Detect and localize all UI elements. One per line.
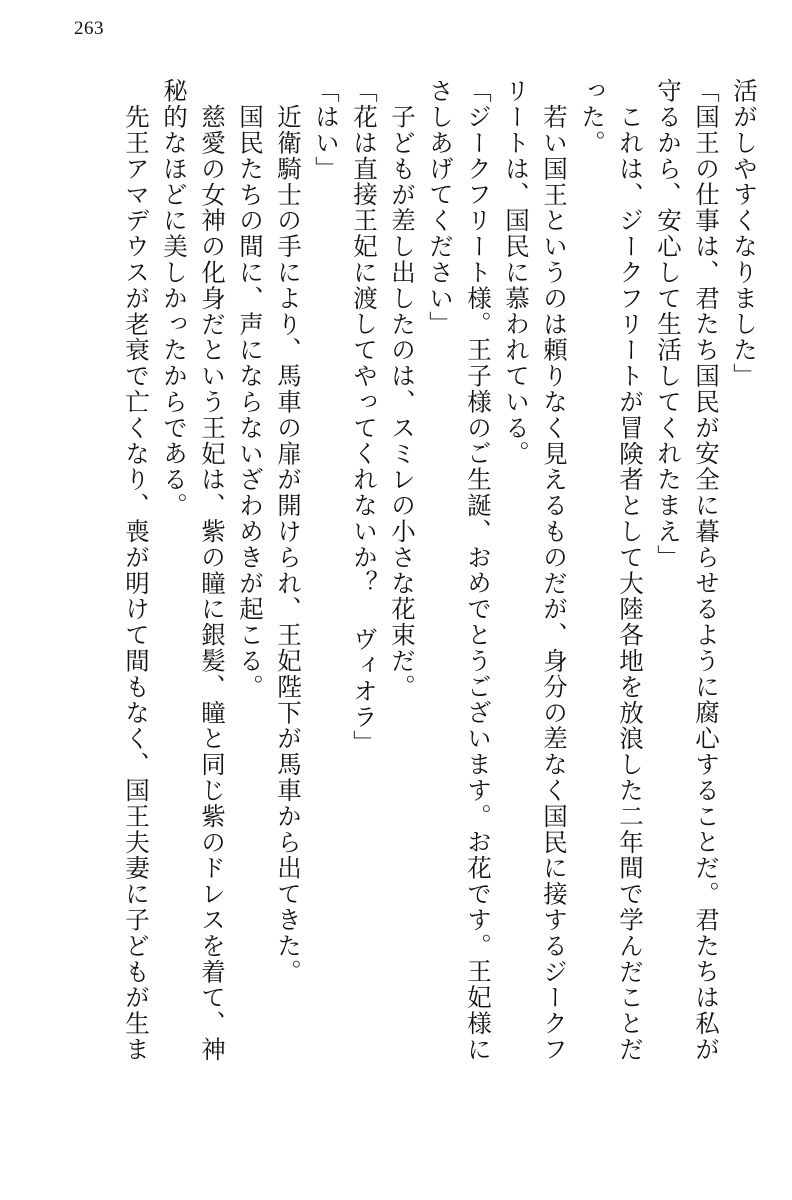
text-line: 国民たちの間に、声にならないざわめきが起こる。 xyxy=(236,104,265,700)
text-line: 秘的なほどに美しかったからである。 xyxy=(160,78,189,519)
text-line: これは、ジークフリートが冒険者として大陸各地を放浪した二年間で学んだことだ xyxy=(616,104,645,1063)
text-line: 慈愛の女神の化身だという王妃は、紫の瞳に銀髪、瞳と同じ紫のドレスを着て、神 xyxy=(198,104,227,1063)
text-line: さしあげてください」 xyxy=(426,78,455,337)
page-number: 263 xyxy=(74,18,104,39)
text-line: 「はい」 xyxy=(312,78,341,182)
text-line: 「ジークフリート様。王子様のご生誕、おめでとうございます。お花です。王妃様に xyxy=(464,78,493,1063)
text-line: 近衛騎士の手により、馬車の扉が開けられ、王妃陛下が馬車から出てきた。 xyxy=(274,104,303,985)
text-line: 子どもが差し出したのは、スミレの小さな花束だ。 xyxy=(388,104,417,700)
text-line: 守るから、安心して生活してくれたまえ」 xyxy=(654,78,683,571)
text-line: 若い国王というのは頼りなく見えるものだが、身分の差なく国民に接するジークフ xyxy=(540,104,569,1063)
text-line: った。 xyxy=(578,78,607,156)
text-line: リートは、国民に慕われている。 xyxy=(502,78,531,467)
vertical-text-body xyxy=(38,78,759,1158)
text-line: 先王アマデウスが老衰で亡くなり、喪が明けて間もなく、国王夫妻に子どもが生ま xyxy=(122,104,151,1063)
text-line: 「国王の仕事は、君たち国民が安全に暮らせるように腐心することだ。君たちは私が xyxy=(692,78,721,1063)
text-line: 「花は直接王妃に渡してやってくれないか？ ヴィオラ」 xyxy=(350,78,379,756)
text-line: 活がしやすくなりました」 xyxy=(730,78,759,389)
